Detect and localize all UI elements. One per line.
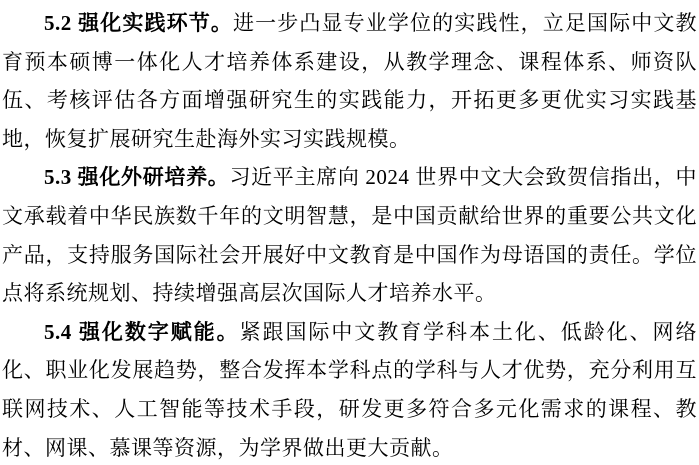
paragraph-5-4-body: 紧跟国际中文教育学科本土化、低龄化、网络化、职业化发展趋势，整合发挥本学科点的学科与人才优势，充分利用互联网技术、人工智能等技术手段，研发更多符合多元化需求的课程、教材、网课、慕课等资源，为学界做出更大贡献。	[2, 319, 698, 460]
paragraph-5-3-heading: 5.3 强化外研培养。	[44, 165, 230, 190]
paragraph-5-4	[2, 313, 697, 465]
paragraph-5-4-heading: 5.4 强化数字赋能。	[44, 319, 240, 344]
paragraph-5-2	[2, 4, 697, 158]
paragraph-5-3	[2, 158, 697, 312]
paragraph-5-2-body: 进一步凸显专业学位的实践性，立足国际中文教育预本硕博一体化人才培养体系建设，从教学理念、课程体系、师资队伍、考核评估各方面增强研究生的实践能力，开拓更多更优实习实践基地，恢复扩展研究生赴海外实习实践规模。	[2, 11, 697, 151]
paragraph-5-2-heading: 5.2 强化实践环节。	[44, 11, 233, 35]
paragraph-5-3-body: 习近平主席向 2024 世界中文大会致贺信指出，中文承载着中华民族数千年的文明智慧，是中国贡献给世界的重要公共文化产品，支持服务国际社会开展好中文教育是中国作为母语国的责任。学位点将系统规划、持续增强高层次国际人才培养水平。	[2, 165, 698, 306]
